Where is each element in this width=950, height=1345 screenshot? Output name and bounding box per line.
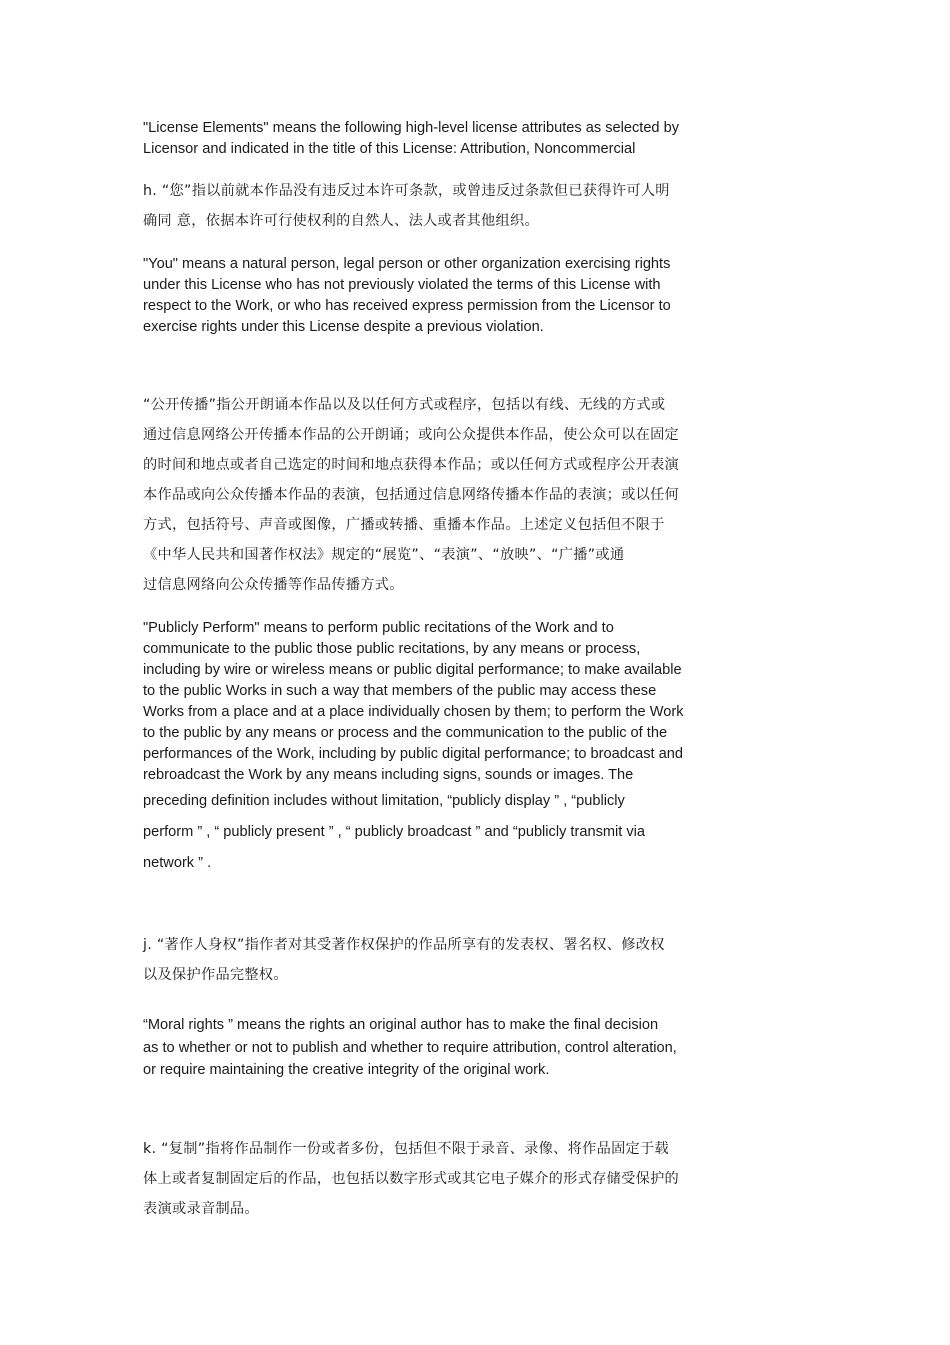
text-line: network ” . xyxy=(143,855,212,871)
text-line: to the public Works in such a way that members of the public may access these xyxy=(143,683,657,699)
text-line: performances of the Work, including by public digital performance; to broadcast and xyxy=(143,746,683,762)
text-line: “公开传播”指公开朗诵本作品以及以任何方式或程序，包括以有线、无线的方式或 xyxy=(143,397,666,413)
moral-rights-definition-zh xyxy=(143,930,665,990)
text-line: communicate to the public those public recitations, by any means or process, xyxy=(143,641,641,657)
license-elements-definition-en xyxy=(143,118,679,160)
text-line: 方式，包括符号、声音或图像，广播或转播、重播本作品。上述定义包括但不限于 xyxy=(143,517,665,533)
text-line: Licensor and indicated in the title of this License: Attribution, Noncommercial xyxy=(143,141,636,157)
text-line: including by wire or wireless means or public digital performance; to make available xyxy=(143,662,682,678)
text-line: under this License who has not previously violated the terms of this License with xyxy=(143,277,661,293)
you-definition-zh xyxy=(143,176,670,236)
text-line: to the public by any means or process and the communication to the public of the xyxy=(143,725,668,741)
text-line: h. “您”指以前就本作品没有违反过本许可条款，或曾违反过条款但已获得许可人明 xyxy=(143,183,670,199)
text-line: 确同 意，依据本许可行使权利的自然人、法人或者其他组织。 xyxy=(143,213,539,229)
text-line: preceding definition includes without limitation, “publicly display ” , “publicly xyxy=(143,793,625,809)
text-line: 通过信息网络公开传播本作品的公开朗诵；或向公众提供本作品，使公众可以在固定 xyxy=(143,427,680,443)
publicly-perform-definition-en xyxy=(143,618,684,879)
text-line: k. “复制”指将作品制作一份或者多份，包括但不限于录音、录像、将作品固定于载 xyxy=(143,1141,670,1157)
moral-rights-definition-en xyxy=(143,1013,677,1081)
text-line: 以及保护作品完整权。 xyxy=(143,967,288,983)
text-line: respect to the Work, or who has received express permission from the Licensor to xyxy=(143,298,671,314)
text-line: rebroadcast the Work by any means including signs, sounds or images. The xyxy=(143,767,634,783)
text-line: 表演或录音制品。 xyxy=(143,1201,259,1217)
text-line: Works from a place and at a place individually chosen by them; to perform the Work xyxy=(143,704,684,720)
text-line: "License Elements" means the following high-level license attributes as selected by xyxy=(143,120,680,136)
text-line: or require maintaining the creative integrity of the original work. xyxy=(143,1062,550,1078)
reproduce-definition-zh xyxy=(143,1134,679,1224)
text-line: 《中华人民共和国著作权法》规定的“展览”、“表演”、“放映”、“广播”或通 xyxy=(143,547,625,563)
text-line: j. “著作人身权”指作者对其受著作权保护的作品所享有的发表权、署名权、修改权 xyxy=(143,937,665,953)
you-definition-en xyxy=(143,254,671,338)
text-line: 体上或者复制固定后的作品，也包括以数字形式或其它电子媒介的形式存储受保护的 xyxy=(143,1171,680,1187)
text-line: "Publicly Perform" means to perform public recitations of the Work and to xyxy=(143,620,614,636)
text-line: 过信息网络向公众传播等作品传播方式。 xyxy=(143,577,404,593)
text-line: “Moral rights ” means the rights an original author has to make the final decision xyxy=(143,1017,659,1033)
publicly-perform-definition-zh xyxy=(143,390,679,600)
text-line: perform ” , “ publicly present ” , “ publicly broadcast ” and “publicly transmit via xyxy=(143,824,646,840)
text-line: as to whether or not to publish and whether to require attribution, control alteration, xyxy=(143,1040,677,1056)
text-line: "You" means a natural person, legal person or other organization exercising rights xyxy=(143,256,671,272)
text-line: 本作品或向公众传播本作品的表演，包括通过信息网络传播本作品的表演；或以任何 xyxy=(143,487,680,503)
text-line: 的时间和地点或者自己选定的时间和地点获得本作品；或以任何方式或程序公开表演 xyxy=(143,457,680,473)
text-line: exercise rights under this License despite a previous violation. xyxy=(143,319,544,335)
